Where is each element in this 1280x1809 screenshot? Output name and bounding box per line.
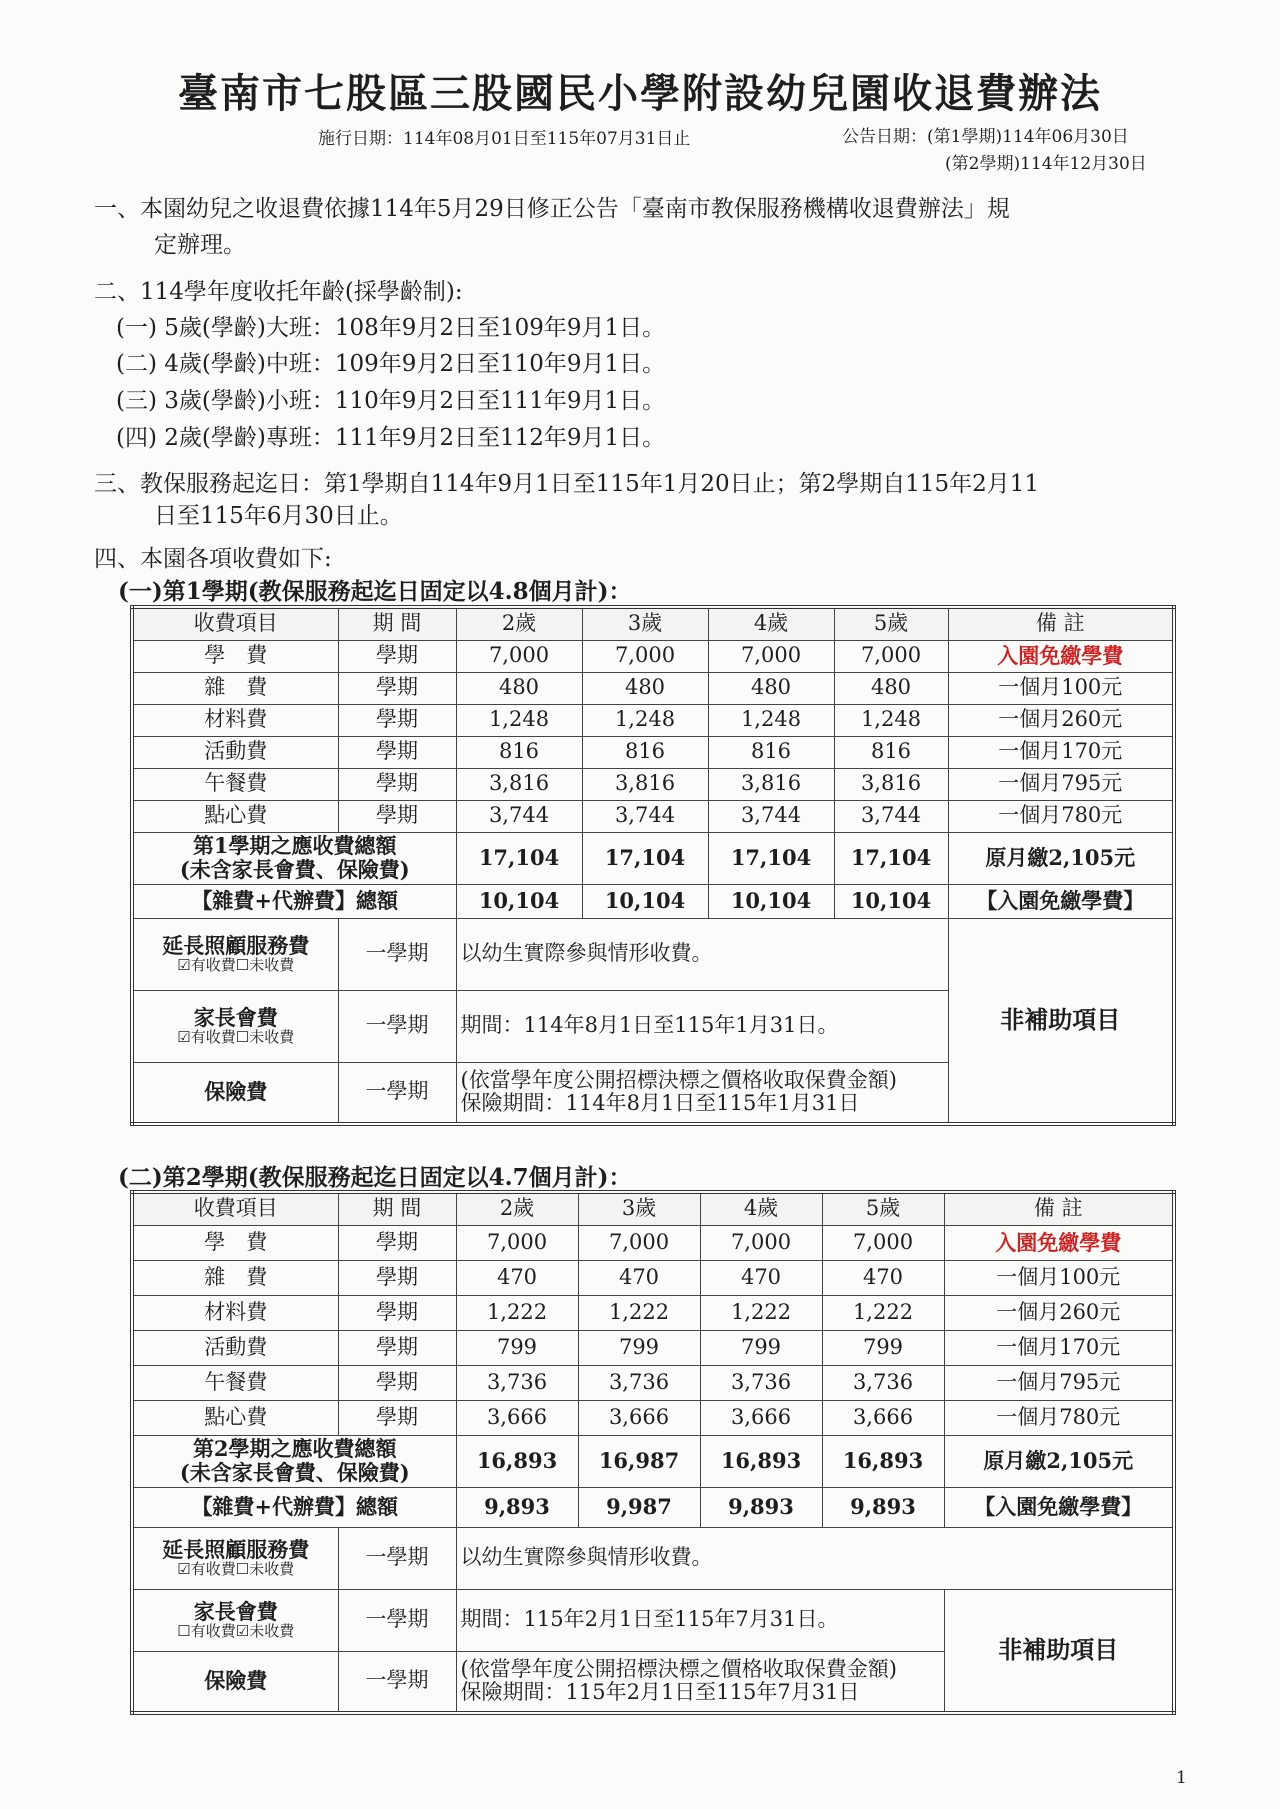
table-header-row bbox=[132, 1192, 1174, 1225]
total-value-cell: 17,104 bbox=[456, 832, 582, 884]
extended-care-period: 一學期 bbox=[338, 918, 456, 990]
item-cell: 材料費 bbox=[132, 704, 338, 736]
value-cell: 480 bbox=[708, 672, 834, 704]
semester-2-fee-table bbox=[130, 1190, 1176, 1715]
value-cell: 3,736 bbox=[578, 1365, 700, 1400]
misc-value-cell: 10,104 bbox=[456, 884, 582, 918]
period-cell: 學期 bbox=[338, 704, 456, 736]
period-cell: 學期 bbox=[338, 640, 456, 672]
table-row bbox=[132, 800, 1174, 832]
misc-value-cell: 9,893 bbox=[700, 1487, 822, 1527]
misc-value-cell: 10,104 bbox=[582, 884, 708, 918]
item-cell: 材料費 bbox=[132, 1295, 338, 1330]
value-cell: 3,816 bbox=[582, 768, 708, 800]
parent-fee-name: 家長會費 bbox=[193, 1598, 278, 1624]
value-cell: 7,000 bbox=[456, 1225, 578, 1260]
value-cell: 470 bbox=[822, 1260, 944, 1295]
age-item: (四) 2歲(學齡)專班：111年9月2日至112年9月1日。 bbox=[116, 425, 666, 451]
header-cell: 4歲 bbox=[700, 1192, 822, 1225]
semester-1-fee-table bbox=[130, 605, 1176, 1126]
extended-care-name-cell bbox=[132, 1527, 338, 1589]
note-cell: 一個月170元 bbox=[944, 1330, 1174, 1365]
value-cell: 1,248 bbox=[456, 704, 582, 736]
insurance-period: 一學期 bbox=[338, 1651, 456, 1713]
value-cell: 1,222 bbox=[822, 1295, 944, 1330]
total-value-cell: 16,987 bbox=[578, 1435, 700, 1487]
age-item: (二) 4歲(學齡)中班：109年9月2日至110年9月1日。 bbox=[116, 351, 666, 377]
period-cell: 學期 bbox=[338, 736, 456, 768]
total-row bbox=[132, 832, 1174, 884]
extended-care-checkbox: ☑有收費☐未收費 bbox=[177, 956, 295, 975]
total-value-cell: 17,104 bbox=[582, 832, 708, 884]
value-cell: 3,736 bbox=[456, 1365, 578, 1400]
note-cell: 一個月100元 bbox=[948, 672, 1174, 704]
value-cell: 1,222 bbox=[578, 1295, 700, 1330]
table-row bbox=[132, 672, 1174, 704]
period-cell: 學期 bbox=[338, 1400, 456, 1435]
total-label-line-2: (未含家長會費、保險費) bbox=[179, 1460, 410, 1485]
total-value-cell: 16,893 bbox=[456, 1435, 578, 1487]
header-cell: 收費項目 bbox=[132, 607, 338, 640]
value-cell: 3,744 bbox=[456, 800, 582, 832]
table-row bbox=[132, 768, 1174, 800]
value-cell: 799 bbox=[456, 1330, 578, 1365]
value-cell: 3,666 bbox=[822, 1400, 944, 1435]
note-cell: 一個月780元 bbox=[944, 1400, 1174, 1435]
item-cell: 午餐費 bbox=[132, 768, 338, 800]
parent-fee-period: 一學期 bbox=[338, 1589, 456, 1651]
extended-care-row bbox=[132, 918, 1174, 990]
misc-label-cell: 【雜費+代辦費】總額 bbox=[132, 1487, 456, 1527]
parent-fee-period: 一學期 bbox=[338, 990, 456, 1062]
table-row bbox=[132, 1295, 1174, 1330]
header-cell: 收費項目 bbox=[132, 1192, 338, 1225]
total-value-cell: 16,893 bbox=[822, 1435, 944, 1487]
header-cell: 5歲 bbox=[822, 1192, 944, 1225]
document-title: 臺南市七股區三股國民小學附設幼兒園收退費辦法 bbox=[178, 70, 1102, 117]
value-cell: 470 bbox=[456, 1260, 578, 1295]
extended-care-desc: 以幼生實際參與情形收費。 bbox=[456, 918, 948, 990]
table-header-row bbox=[132, 607, 1174, 640]
value-cell: 816 bbox=[582, 736, 708, 768]
parent-fee-name: 家長會費 bbox=[193, 1004, 278, 1030]
value-cell: 3,736 bbox=[822, 1365, 944, 1400]
period-cell: 學期 bbox=[338, 1260, 456, 1295]
item-cell: 雜 費 bbox=[132, 1260, 338, 1295]
value-cell: 1,222 bbox=[700, 1295, 822, 1330]
insurance-desc-line-2: 保險期間：115年2月1日至115年7月31日 bbox=[460, 1680, 860, 1705]
total-label-line-1: 第1學期之應收費總額 bbox=[192, 833, 397, 859]
period-cell: 學期 bbox=[338, 1225, 456, 1260]
period-cell: 學期 bbox=[338, 1365, 456, 1400]
section-1-line-1: 一、本園幼兒之收退費依據114年5月29日修正公告「臺南市教保服務機構收退費辦法」規 bbox=[94, 196, 1010, 222]
value-cell: 7,000 bbox=[834, 640, 948, 672]
table-row bbox=[132, 1400, 1174, 1435]
extended-care-name-cell bbox=[132, 918, 338, 990]
parent-fee-desc: 期間：114年8月1日至115年1月31日。 bbox=[456, 990, 948, 1062]
value-cell: 816 bbox=[708, 736, 834, 768]
header-cell: 備 註 bbox=[948, 607, 1174, 640]
total-row bbox=[132, 1435, 1174, 1487]
misc-value-cell: 9,893 bbox=[822, 1487, 944, 1527]
total-label-line-1: 第2學期之應收費總額 bbox=[192, 1436, 397, 1462]
insurance-desc bbox=[456, 1651, 944, 1713]
extended-care-period: 一學期 bbox=[338, 1527, 456, 1589]
item-cell: 學 費 bbox=[132, 640, 338, 672]
value-cell: 3,816 bbox=[834, 768, 948, 800]
value-cell: 3,744 bbox=[582, 800, 708, 832]
period-cell: 學期 bbox=[338, 1330, 456, 1365]
value-cell: 3,666 bbox=[578, 1400, 700, 1435]
value-cell: 7,000 bbox=[578, 1225, 700, 1260]
item-cell: 活動費 bbox=[132, 736, 338, 768]
total-label-line-2: (未含家長會費、保險費) bbox=[179, 857, 410, 882]
total-note-cell: 原月繳2,105元 bbox=[948, 832, 1174, 884]
value-cell: 3,744 bbox=[708, 800, 834, 832]
extended-care-name: 延長照顧服務費 bbox=[162, 932, 310, 958]
table-row bbox=[132, 1365, 1174, 1400]
value-cell: 1,248 bbox=[582, 704, 708, 736]
value-cell: 1,248 bbox=[834, 704, 948, 736]
header-cell: 2歲 bbox=[456, 1192, 578, 1225]
total-value-cell: 16,893 bbox=[700, 1435, 822, 1487]
note-cell: 一個月170元 bbox=[948, 736, 1174, 768]
period-cell: 學期 bbox=[338, 768, 456, 800]
insurance-name: 保險費 bbox=[132, 1651, 338, 1713]
value-cell: 7,000 bbox=[456, 640, 582, 672]
value-cell: 470 bbox=[700, 1260, 822, 1295]
value-cell: 7,000 bbox=[822, 1225, 944, 1260]
extended-care-row bbox=[132, 1527, 1174, 1589]
total-value-cell: 17,104 bbox=[708, 832, 834, 884]
note-cell: 一個月795元 bbox=[944, 1365, 1174, 1400]
value-cell: 480 bbox=[582, 672, 708, 704]
value-cell: 470 bbox=[578, 1260, 700, 1295]
parent-fee-desc: 期間：115年2月1日至115年7月31日。 bbox=[456, 1589, 944, 1651]
misc-value-cell: 9,987 bbox=[578, 1487, 700, 1527]
parent-fee-checkbox: ☑有收費☐未收費 bbox=[177, 1028, 295, 1047]
value-cell: 799 bbox=[578, 1330, 700, 1365]
header-cell: 備 註 bbox=[944, 1192, 1174, 1225]
value-cell: 7,000 bbox=[708, 640, 834, 672]
parent-fee-checkbox: ☐有收費☑未收費 bbox=[177, 1622, 295, 1641]
non-subsidy-cell: 非補助項目 bbox=[948, 918, 1174, 1124]
misc-label-cell: 【雜費+代辦費】總額 bbox=[132, 884, 456, 918]
section-3-line-2: 日至115年6月30日止。 bbox=[154, 503, 403, 529]
total-label-cell bbox=[132, 832, 456, 884]
value-cell: 7,000 bbox=[700, 1225, 822, 1260]
extended-care-desc: 以幼生實際參與情形收費。 bbox=[456, 1527, 1174, 1589]
age-item: (三) 3歲(學齡)小班：110年9月2日至111年9月1日。 bbox=[116, 388, 666, 414]
section-2-title: 二、114學年度收托年齡(採學齡制): bbox=[94, 279, 463, 305]
header-cell: 5歲 bbox=[834, 607, 948, 640]
parent-fee-name-cell bbox=[132, 990, 338, 1062]
item-cell: 雜 費 bbox=[132, 672, 338, 704]
total-value-cell: 17,104 bbox=[834, 832, 948, 884]
note-cell: 一個月260元 bbox=[944, 1295, 1174, 1330]
section-1-line-2: 定辦理。 bbox=[154, 232, 246, 258]
total-label-cell bbox=[132, 1435, 456, 1487]
insurance-desc-line-1: (依當學年度公開招標決標之價格收取保費金額) bbox=[460, 1067, 897, 1092]
period-cell: 學期 bbox=[338, 672, 456, 704]
value-cell: 3,666 bbox=[456, 1400, 578, 1435]
table-row bbox=[132, 640, 1174, 672]
header-cell: 3歲 bbox=[578, 1192, 700, 1225]
value-cell: 480 bbox=[834, 672, 948, 704]
announce-date-2: (第2學期)114年12月30日 bbox=[945, 154, 1147, 174]
header-cell: 期 間 bbox=[338, 1192, 456, 1225]
extended-care-checkbox: ☑有收費☐未收費 bbox=[177, 1560, 295, 1579]
misc-value-cell: 10,104 bbox=[708, 884, 834, 918]
header-cell: 期 間 bbox=[338, 607, 456, 640]
announce-date-1: 公告日期：(第1學期)114年06月30日 bbox=[842, 127, 1129, 147]
page-number: 1 bbox=[1176, 1768, 1187, 1788]
period-cell: 學期 bbox=[338, 1295, 456, 1330]
table-row bbox=[132, 1330, 1174, 1365]
note-cell: 入園免繳學費 bbox=[944, 1225, 1174, 1260]
note-cell: 一個月260元 bbox=[948, 704, 1174, 736]
item-cell: 午餐費 bbox=[132, 1365, 338, 1400]
section-4-title: 四、本園各項收費如下: bbox=[94, 546, 332, 572]
note-cell: 一個月795元 bbox=[948, 768, 1174, 800]
item-cell: 點心費 bbox=[132, 800, 338, 832]
table-row bbox=[132, 736, 1174, 768]
value-cell: 799 bbox=[822, 1330, 944, 1365]
semester-1-heading: (一)第1學期(教保服務起迄日固定以4.8個月計)： bbox=[118, 578, 632, 605]
value-cell: 480 bbox=[456, 672, 582, 704]
value-cell: 816 bbox=[456, 736, 582, 768]
semester-2-heading: (二)第2學期(教保服務起迄日固定以4.7個月計)： bbox=[118, 1164, 632, 1191]
header-cell: 2歲 bbox=[456, 607, 582, 640]
value-cell: 799 bbox=[700, 1330, 822, 1365]
misc-note-cell: 【入園免繳學費】 bbox=[948, 884, 1174, 918]
value-cell: 816 bbox=[834, 736, 948, 768]
value-cell: 1,222 bbox=[456, 1295, 578, 1330]
value-cell: 1,248 bbox=[708, 704, 834, 736]
insurance-desc-line-1: (依當學年度公開招標決標之價格收取保費金額) bbox=[460, 1656, 897, 1681]
announce-dates bbox=[842, 124, 1147, 178]
insurance-name: 保險費 bbox=[132, 1062, 338, 1124]
value-cell: 3,744 bbox=[834, 800, 948, 832]
value-cell: 3,816 bbox=[708, 768, 834, 800]
item-cell: 學 費 bbox=[132, 1225, 338, 1260]
table-row bbox=[132, 1225, 1174, 1260]
header-cell: 3歲 bbox=[582, 607, 708, 640]
insurance-period: 一學期 bbox=[338, 1062, 456, 1124]
header-cell: 4歲 bbox=[708, 607, 834, 640]
note-cell: 一個月100元 bbox=[944, 1260, 1174, 1295]
parent-fee-row bbox=[132, 1589, 1174, 1651]
total-note-cell: 原月繳2,105元 bbox=[944, 1435, 1174, 1487]
value-cell: 3,816 bbox=[456, 768, 582, 800]
misc-note-cell: 【入園免繳學費】 bbox=[944, 1487, 1174, 1527]
age-item: (一) 5歲(學齡)大班：108年9月2日至109年9月1日。 bbox=[116, 315, 666, 341]
insurance-desc-line-2: 保險期間：114年8月1日至115年1月31日 bbox=[460, 1091, 860, 1116]
misc-total-row bbox=[132, 1487, 1174, 1527]
table-row bbox=[132, 1260, 1174, 1295]
non-subsidy-cell: 非補助項目 bbox=[944, 1589, 1174, 1713]
period-cell: 學期 bbox=[338, 800, 456, 832]
extended-care-name: 延長照顧服務費 bbox=[162, 1536, 310, 1562]
note-cell: 入園免繳學費 bbox=[948, 640, 1174, 672]
value-cell: 3,666 bbox=[700, 1400, 822, 1435]
item-cell: 點心費 bbox=[132, 1400, 338, 1435]
effective-date: 施行日期：114年08月01日至115年07月31日止 bbox=[318, 129, 691, 149]
value-cell: 3,736 bbox=[700, 1365, 822, 1400]
note-cell: 一個月780元 bbox=[948, 800, 1174, 832]
section-3-line-1: 三、教保服務起迄日：第1學期自114年9月1日至115年1月20日止；第2學期自115年2月11 bbox=[94, 471, 1040, 497]
misc-total-row bbox=[132, 884, 1174, 918]
item-cell: 活動費 bbox=[132, 1330, 338, 1365]
insurance-desc bbox=[456, 1062, 948, 1124]
table-row bbox=[132, 704, 1174, 736]
misc-value-cell: 10,104 bbox=[834, 884, 948, 918]
value-cell: 7,000 bbox=[582, 640, 708, 672]
parent-fee-name-cell bbox=[132, 1589, 338, 1651]
misc-value-cell: 9,893 bbox=[456, 1487, 578, 1527]
